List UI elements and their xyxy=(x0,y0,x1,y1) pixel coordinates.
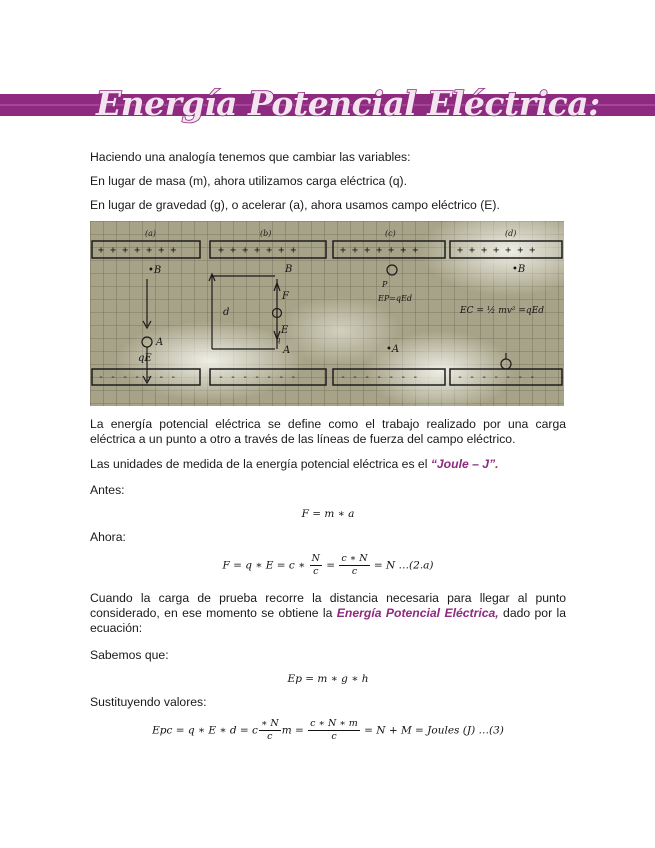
cuando-text-1: Cuando la carga de prueba recorre la distancia necesaria para llegar al punto considerado, en ese momento se obtiene la xyxy=(90,591,566,620)
eq-ahora-mid: = xyxy=(326,559,336,572)
ahora-label: Ahora: xyxy=(90,530,126,544)
frac-denominator: c xyxy=(313,566,319,577)
plate-plus-d: + + + + + + + xyxy=(457,245,536,256)
eq-ahora-frac2 xyxy=(339,553,369,578)
fig-label-b-A: A xyxy=(283,345,291,356)
frac-numerator: c ∗ N ∗ m xyxy=(310,718,358,729)
fig-label-d-EC: EC = ½ mv² =qEd xyxy=(460,306,545,316)
fig-label-b-F: F xyxy=(282,291,289,302)
equation-final xyxy=(90,718,566,743)
plate-plus-b: + + + + + + + xyxy=(218,245,297,256)
plate-minus-a: - - - - - - - xyxy=(98,372,177,383)
frac-denominator: c xyxy=(351,566,358,577)
panel-label-c: (c) xyxy=(385,229,396,238)
eq-final-part1: Epc = q ∗ E ∗ d = c xyxy=(152,724,258,737)
panel-label-a: (a) xyxy=(145,229,157,238)
fig-label-b-d: d xyxy=(223,307,230,318)
fig-label-b-B: B xyxy=(285,264,293,275)
fig-label-b-q: q xyxy=(276,336,281,344)
intro-line: En lugar de gravedad (g), o acelerar (a), ahora usamos campo eléctrico (E). xyxy=(90,198,500,212)
eq-ahora-tail: = N …(2.a) xyxy=(373,559,434,572)
fig-label-b-E: E xyxy=(281,325,289,336)
frac-numerator: ∗ N xyxy=(260,718,279,729)
equation-antes: F = m ∗ a xyxy=(301,508,355,520)
cuando-paragraph xyxy=(90,591,566,636)
cuando-highlight: Energía Potencial Eléctrica, xyxy=(336,606,499,620)
frac-denominator: c xyxy=(267,731,273,742)
frac-numerator: N xyxy=(311,553,320,564)
panel-label-b: (b) xyxy=(260,229,272,238)
fig-label-a-B: •B xyxy=(148,265,162,276)
eq-ahora-part1: F = q ∗ E = c ∗ xyxy=(222,559,306,572)
plate-plus-c: + + + + + + + xyxy=(340,245,419,256)
page-title: Energía Potencial Eléctrica: xyxy=(96,84,600,123)
eq-final-m: m = xyxy=(281,724,304,737)
panel-label-d: (d) xyxy=(505,229,517,238)
eq-ahora-frac1 xyxy=(310,553,322,578)
plate-minus-c: - - - - - - - xyxy=(340,372,419,383)
fig-label-a-qE: qE xyxy=(138,353,152,364)
equation-sabemos: Ep = m ∗ g ∗ h xyxy=(287,673,369,685)
frac-numerator: c ∗ N xyxy=(341,553,368,564)
fig-label-c-P: P xyxy=(382,280,388,289)
equation-ahora xyxy=(90,553,566,578)
plate-minus-b: - - - - - - - xyxy=(218,372,297,383)
fig-label-a-A: A xyxy=(156,337,164,348)
plate-minus-d: - - - - - - - xyxy=(457,372,536,383)
cuando-text-2: dado por la ecuación: xyxy=(90,606,567,635)
plate-plus-a: + + + + + + + xyxy=(98,245,177,256)
fig-label-d-B: •B xyxy=(512,264,526,275)
intro-line: En lugar de masa (m), ahora utilizamos carga eléctrica (q). xyxy=(90,174,407,188)
units-text: Las unidades de medida de la energía potencial eléctrica es el xyxy=(90,457,431,471)
eq-final-frac2 xyxy=(308,718,360,743)
sustituyendo-label: Sustituyendo valores: xyxy=(90,695,207,709)
eq-final-frac1 xyxy=(259,718,281,743)
fig-label-c-A: •A xyxy=(386,344,400,355)
units-paragraph xyxy=(90,457,566,472)
eq-final-tail: = N + M = Joules (J) …(3) xyxy=(364,724,504,737)
sabemos-label: Sabemos que: xyxy=(90,648,169,662)
intro-line: Haciendo una analogía tenemos que cambiar las variables: xyxy=(90,150,411,164)
definition-paragraph: La energía potencial eléctrica se define como el trabajo realizado por una carga eléctrica a un punto a otro a través de las líneas de fuerza del campo eléctrico. xyxy=(90,417,566,446)
fig-label-c-EP: EP=qEd xyxy=(378,294,413,303)
antes-label: Antes: xyxy=(90,483,125,497)
electric-field-figure xyxy=(90,221,564,406)
units-highlight: “Joule – J”. xyxy=(430,457,499,471)
frac-denominator: c xyxy=(331,731,337,742)
